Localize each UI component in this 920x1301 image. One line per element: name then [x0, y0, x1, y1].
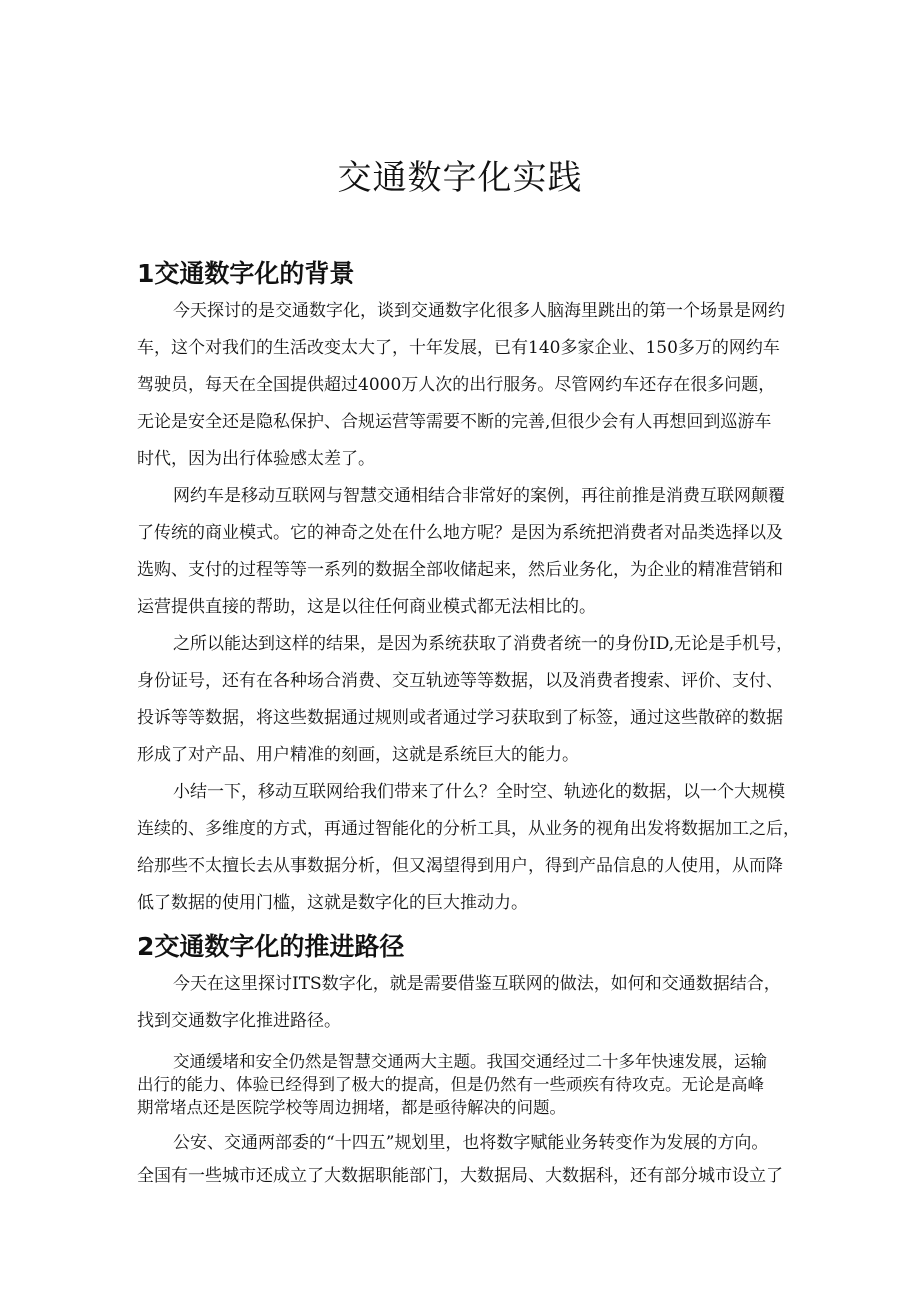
paragraph-line: 时代，因为出行体验感太差了。	[137, 449, 375, 469]
paragraph-line: 今天探讨的是交通数字化，谈到交通数字化很多人脑海里跳出的第一个场景是网约	[173, 301, 785, 321]
paragraph-line: 交通缓堵和安全仍然是智慧交通两大主题。我国交通经过二十多年快速发展，运输	[173, 1052, 767, 1071]
paragraph-line: 了传统的商业模式。它的神奇之处在什么地方呢？是因为系统把消费者对品类选择以及	[137, 523, 783, 543]
paragraph-line: 出行的能力、体验已经得到了极大的提高，但是仍然有一些顽疾有待攻克。无论是高峰	[137, 1075, 764, 1094]
paragraph-line: 形成了对产品、用户精准的刻画，这就是系统巨大的能力。	[137, 745, 579, 765]
paragraph-line: 选购、支付的过程等等一系列的数据全部收储起来，然后业务化，为企业的精准营销和	[137, 560, 783, 580]
paragraph-line: 低了数据的使用门槛，这就是数字化的巨大推动力。	[137, 893, 528, 913]
paragraph-line: 今天在这里探讨ITS数字化，就是需要借鉴互联网的做法，如何和交通数据结合，	[173, 974, 781, 994]
paragraph-line: 找到交通数字化推进路径。	[137, 1011, 341, 1031]
paragraph-line: 无论是安全还是隐私保护、合规运营等需要不断的完善,但很少会有人再想回到巡游车	[137, 412, 772, 432]
paragraph-line: 连续的、多维度的方式，再通过智能化的分析工具，从业务的视角出发将数据加工之后，	[137, 819, 800, 839]
paragraph-line: 给那些不太擅长去从事数据分析，但又渴望得到用户，得到产品信息的人使用，从而降	[137, 856, 783, 876]
paragraph-line: 车，这个对我们的生活改变太大了，十年发展，已有140多家企业、150多万的网约车	[137, 338, 780, 358]
paragraph-line: 网约车是移动互联网与智慧交通相结合非常好的案例，再往前推是消费互联网颠覆	[173, 486, 785, 506]
paragraph-line: 公安、交通两部委的“十四五”规划里，也将数字赋能业务转变作为发展的方向。	[173, 1133, 769, 1153]
paragraph-line: 运营提供直接的帮助，这是以往任何商业模式都无法相比的。	[137, 597, 596, 617]
paragraph-line: 期常堵点还是医院学校等周边拥堵，都是亟待解决的问题。	[137, 1098, 566, 1117]
paragraph-line: 身份证号，还有在各种场合消费、交互轨迹等等数据，以及消费者搜索、评价、支付、	[137, 671, 783, 691]
paragraph-line: 驾驶员，每天在全国提供超过4000万人次的出行服务。尽管网约车还存在很多问题，	[137, 375, 776, 395]
paragraph-line: 投诉等等数据，将这些数据通过规则或者通过学习获取到了标签，通过这些散碎的数据	[137, 708, 783, 728]
section-1-heading: 1交通数字化的背景	[137, 259, 355, 288]
section-2-heading: 2交通数字化的推进路径	[137, 932, 405, 961]
paragraph-line: 之所以能达到这样的结果，是因为系统获取了消费者统一的身份ID,无论是手机号，	[173, 634, 794, 654]
paragraph-line: 全国有一些城市还成立了大数据职能部门，大数据局、大数据科，还有部分城市设立了	[137, 1166, 783, 1186]
document-title: 交通数字化实践	[337, 158, 583, 198]
paragraph-line: 小结一下，移动互联网给我们带来了什么？全时空、轨迹化的数据，以一个大规模	[173, 782, 785, 802]
